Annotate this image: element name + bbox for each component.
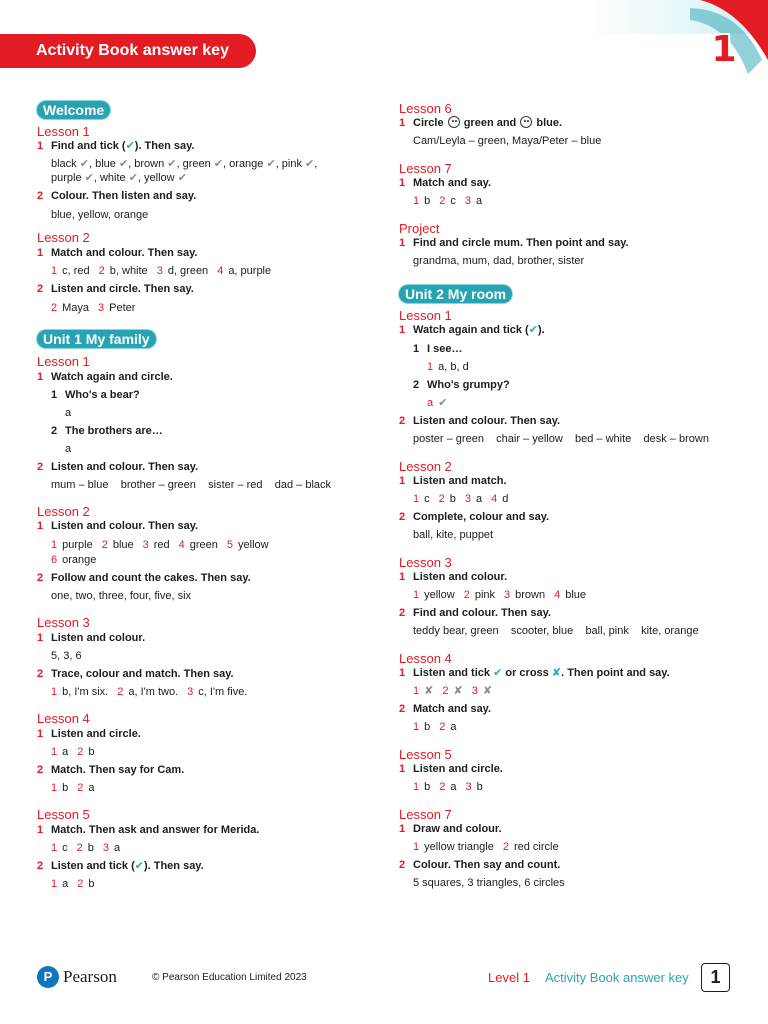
- page-number: 1: [701, 963, 730, 992]
- answer-list: [51, 781, 95, 795]
- question: 2 Trace, colour and match. Then say.: [37, 668, 234, 680]
- answer-number: 3: [98, 302, 105, 314]
- answer-text: b: [424, 781, 431, 793]
- answer-number: 2: [77, 782, 84, 794]
- section-unit-1: Unit 1 My family: [37, 330, 156, 348]
- answer-number: 4: [178, 539, 185, 551]
- question-text: Watch again and tick (✔).: [413, 324, 545, 336]
- question: 1 Find and circle mum. Then point and say.: [399, 237, 629, 249]
- answer-text: a: [114, 842, 121, 854]
- question: 1 Listen and match.: [399, 475, 507, 487]
- answer: 5 squares, 3 triangles, 6 circles: [413, 877, 565, 889]
- answer-number: 2: [439, 195, 446, 207]
- answer-text: blue: [112, 539, 134, 551]
- footer-title: Activity Book answer key: [545, 970, 689, 985]
- lesson-heading: Lesson 4: [37, 711, 90, 726]
- cross-icon: ✘: [424, 685, 434, 697]
- lesson-heading: Lesson 2: [37, 230, 90, 245]
- answer-text: yellow: [238, 539, 269, 551]
- tick-icon: ✔: [125, 140, 135, 152]
- answer-number: 3: [102, 842, 109, 854]
- answer-number: 3: [156, 265, 163, 277]
- answer-text: blue: [565, 589, 587, 601]
- answer-text: a: [476, 195, 483, 207]
- question: 2 Colour. Then listen and say.: [37, 190, 197, 202]
- answer-text: a: [88, 782, 95, 794]
- tick-icon: ✔: [134, 860, 144, 872]
- answer-list: [413, 194, 482, 208]
- lesson-heading: Lesson 7: [399, 807, 452, 822]
- answer: teddy bear, green scooter, blue ball, pink kite, orange: [413, 625, 699, 637]
- answer-number: 2: [442, 685, 449, 697]
- answer: grandma, mum, dad, brother, sister: [413, 255, 585, 267]
- answer-text: purple: [62, 539, 93, 551]
- tick-icon: ✔: [305, 158, 315, 170]
- tick-icon: ✔: [266, 158, 276, 170]
- answer-text: a, b, d: [438, 361, 469, 373]
- answer-text: b: [88, 746, 95, 758]
- question-text: Listen and tick (✔). Then say.: [51, 860, 204, 872]
- question: 1 Listen and colour. Then say.: [37, 520, 199, 532]
- answer-list: [427, 360, 469, 374]
- answer-text: yellow: [424, 589, 455, 601]
- pearson-logo-icon: P: [37, 966, 59, 988]
- answer-number: 2: [463, 589, 470, 601]
- tick-icon: ✔: [493, 667, 503, 679]
- sub-question: 1 I see…: [413, 343, 463, 355]
- answer-text: b: [449, 493, 456, 505]
- question: 1 Circle green and blue.: [399, 117, 563, 129]
- answer-text: green: [189, 539, 218, 551]
- answer-number: 1: [51, 686, 58, 698]
- answer-number: 1: [51, 842, 58, 854]
- answer-text: d, green: [167, 265, 209, 277]
- answer-text: b: [424, 721, 431, 733]
- answer-text: b: [62, 782, 69, 794]
- tick-icon: ✔: [118, 158, 129, 170]
- sub-question: 2 The brothers are…: [51, 425, 163, 437]
- answer-text: a: [450, 781, 457, 793]
- footer-level: Level 1: [488, 970, 530, 985]
- answer-line: purple ✔, white ✔, yellow ✔: [51, 172, 187, 184]
- answer-number: 2: [77, 746, 84, 758]
- lesson-heading: Lesson 4: [399, 651, 452, 666]
- sub-question: 2 Who's grumpy?: [413, 379, 510, 391]
- answer-number: 6: [51, 554, 58, 566]
- question: 1 Watch again and tick (✔).: [399, 324, 545, 336]
- lesson-heading: Lesson 1: [37, 124, 90, 139]
- answer-number: 2: [77, 878, 84, 890]
- answer-line: black ✔, blue ✔, brown ✔, green ✔, orange ✔, pink ✔,: [51, 158, 318, 170]
- publisher-logo: Pearson: [63, 967, 117, 986]
- question: 1 Match and colour. Then say.: [37, 247, 198, 259]
- answer-number: 4: [217, 265, 224, 277]
- answer-number: 3: [465, 781, 472, 793]
- question: 2 Listen and circle. Then say.: [37, 283, 194, 295]
- question-text: Find and tick (✔). Then say.: [51, 140, 195, 152]
- tick-icon: ✔: [79, 158, 89, 170]
- lesson-heading: Lesson 3: [399, 555, 452, 570]
- answer-number: 4: [491, 493, 498, 505]
- answer-text: a: [62, 746, 69, 758]
- question: 2 Match and say.: [399, 703, 492, 715]
- answer-text: red circle: [513, 841, 559, 853]
- answer-text: b, white: [109, 265, 148, 277]
- answer-number: 2: [98, 265, 105, 277]
- answer-text: a: [476, 493, 483, 505]
- answer-number: 2: [438, 493, 445, 505]
- answer-number: 1: [413, 195, 420, 207]
- sub-question: 1 Who's a bear?: [51, 389, 140, 401]
- answer-text: b: [476, 781, 483, 793]
- lesson-heading: Lesson 3: [37, 615, 90, 630]
- tick-icon: ✔: [438, 397, 448, 409]
- lesson-heading: Lesson 1: [399, 308, 452, 323]
- cross-icon: ✘: [482, 685, 493, 697]
- unit-number-badge: 1: [711, 29, 737, 70]
- answer-number: 3: [142, 539, 149, 551]
- tick-icon: ✔: [213, 158, 224, 170]
- answer-number: 1: [413, 781, 420, 793]
- answer-number: 3: [464, 195, 471, 207]
- question: 1 Match. Then ask and answer for Merida.: [37, 824, 260, 836]
- banner-title: Activity Book answer key: [0, 34, 256, 68]
- lesson-heading: Lesson 5: [399, 747, 452, 762]
- question: 1 Listen and circle.: [399, 763, 503, 775]
- answer-number: 4: [554, 589, 561, 601]
- section-unit-2: Unit 2 My room: [399, 285, 512, 303]
- answer-list: [51, 538, 269, 552]
- tick-icon: ✔: [84, 172, 94, 184]
- happy-face-icon: [448, 116, 460, 128]
- answer-list: [413, 684, 492, 698]
- answer: [51, 171, 187, 185]
- question: 1 Listen and colour.: [399, 571, 508, 583]
- answer-list: [51, 877, 95, 891]
- answer-list: [51, 841, 120, 855]
- answer: a: [65, 443, 72, 455]
- answer-text: a, purple: [228, 265, 272, 277]
- answer-text: Maya: [62, 302, 90, 314]
- answer-text: a, I'm two.: [128, 686, 179, 698]
- answer: ball, kite, puppet: [413, 529, 494, 541]
- answer-number: 1: [51, 782, 58, 794]
- question: 1 Watch again and circle.: [37, 371, 173, 383]
- answer-list: [51, 553, 96, 567]
- answer-number: 5: [226, 539, 234, 551]
- cross-icon: ✘: [551, 667, 562, 679]
- copyright: © Pearson Education Limited 2023: [152, 972, 307, 983]
- answer: a: [65, 407, 72, 419]
- tick-icon: ✔: [128, 172, 138, 184]
- answer-number: 1: [413, 589, 420, 601]
- answer-list: [413, 720, 457, 734]
- answer-number: 1: [413, 685, 420, 697]
- tick-icon: ✔: [177, 172, 187, 184]
- lesson-heading: Lesson 2: [37, 504, 90, 519]
- answer-number: 1: [427, 361, 434, 373]
- question: 1 Listen and colour.: [37, 632, 146, 644]
- sad-face-icon: [520, 116, 532, 128]
- answer: poster – green chair – yellow bed – white desk – brown: [413, 433, 709, 445]
- lesson-heading: Project: [399, 221, 440, 236]
- cross-icon: ✘: [453, 685, 463, 697]
- answer-list: [51, 685, 247, 699]
- lesson-heading: Lesson 7: [399, 161, 452, 176]
- answer-number: 1: [51, 539, 58, 551]
- question: 2 Match. Then say for Cam.: [37, 764, 185, 776]
- answer-number: 1: [413, 721, 420, 733]
- lesson-heading: Lesson 6: [399, 101, 452, 116]
- answer-text: brown: [515, 589, 546, 601]
- answer-number: 3: [187, 686, 194, 698]
- answer-text: d: [502, 493, 509, 505]
- question: 2 Complete, colour and say.: [399, 511, 550, 523]
- question: 1 Match and say.: [399, 177, 492, 189]
- answer-number: 2: [117, 686, 124, 698]
- answer-number: 1: [51, 878, 58, 890]
- answer-number: 3: [504, 589, 511, 601]
- tick-icon: ✔: [167, 158, 177, 170]
- answer-text: Peter: [109, 302, 136, 314]
- answer-number: 2: [502, 841, 509, 853]
- answer-list: [413, 492, 508, 506]
- question: 2 Listen and colour. Then say.: [399, 415, 561, 427]
- answer: a ✔: [427, 397, 448, 409]
- answer: blue, yellow, orange: [51, 209, 149, 221]
- answer-text: b: [424, 195, 431, 207]
- answer-text: b: [88, 878, 95, 890]
- answer-text: b, I'm six.: [62, 686, 109, 698]
- lesson-heading: Lesson 5: [37, 807, 90, 822]
- lesson-heading: Lesson 1: [37, 354, 90, 369]
- question: 2 Follow and count the cakes. Then say.: [37, 572, 251, 584]
- answer: [51, 157, 317, 171]
- answer-text: c, red: [62, 265, 90, 277]
- answer-text: c: [450, 195, 456, 207]
- section-welcome: Welcome: [37, 101, 110, 119]
- question: 1 Listen and tick ✔ or cross ✘. Then point and say.: [399, 667, 670, 679]
- answer-list: [413, 780, 483, 794]
- question: 1 Listen and circle.: [37, 728, 141, 740]
- question: 2 Listen and tick (✔). Then say.: [37, 860, 204, 872]
- answer-number: 2: [439, 721, 446, 733]
- answer-list: [413, 840, 559, 854]
- question: 2 Listen and colour. Then say.: [37, 461, 199, 473]
- answer-list: [51, 264, 271, 278]
- question: 1 Find and tick (✔). Then say.: [37, 140, 195, 152]
- answer-number: 1: [51, 746, 58, 758]
- answer-text: c, I'm five.: [198, 686, 248, 698]
- answer-text: c: [62, 842, 68, 854]
- answer: one, two, three, four, five, six: [51, 590, 192, 602]
- question: 2 Find and colour. Then say.: [399, 607, 551, 619]
- answer-list: [51, 745, 95, 759]
- answer: Cam/Leyla – green, Maya/Peter – blue: [413, 135, 602, 147]
- tick-icon: ✔: [528, 324, 538, 336]
- answer-text: a: [450, 721, 457, 733]
- answer-number: 3: [464, 493, 471, 505]
- answer-list: [51, 301, 135, 315]
- question: 1 Draw and colour.: [399, 823, 502, 835]
- lesson-heading: Lesson 2: [399, 459, 452, 474]
- answer-number: 1: [51, 265, 58, 277]
- answer-text: c: [424, 493, 430, 505]
- answer-number: 2: [101, 539, 108, 551]
- answer-text: orange: [62, 554, 97, 566]
- answer-list: [413, 588, 586, 602]
- answer-number: 2: [51, 302, 58, 314]
- answer-number: 1: [413, 841, 420, 853]
- answer-text: b: [87, 842, 94, 854]
- answer: 5, 3, 6: [51, 650, 82, 662]
- answer: mum – blue brother – green sister – red dad – black: [51, 479, 332, 491]
- answer-number: 2: [439, 781, 446, 793]
- answer-text: pink: [474, 589, 496, 601]
- answer-number: 2: [76, 842, 83, 854]
- answer-text: a: [62, 878, 69, 890]
- answer-number: 1: [413, 493, 420, 505]
- answer-text: yellow triangle: [424, 841, 494, 853]
- question: 2 Colour. Then say and count.: [399, 859, 561, 871]
- answer-text: red: [153, 539, 170, 551]
- answer-number: 3: [471, 685, 478, 697]
